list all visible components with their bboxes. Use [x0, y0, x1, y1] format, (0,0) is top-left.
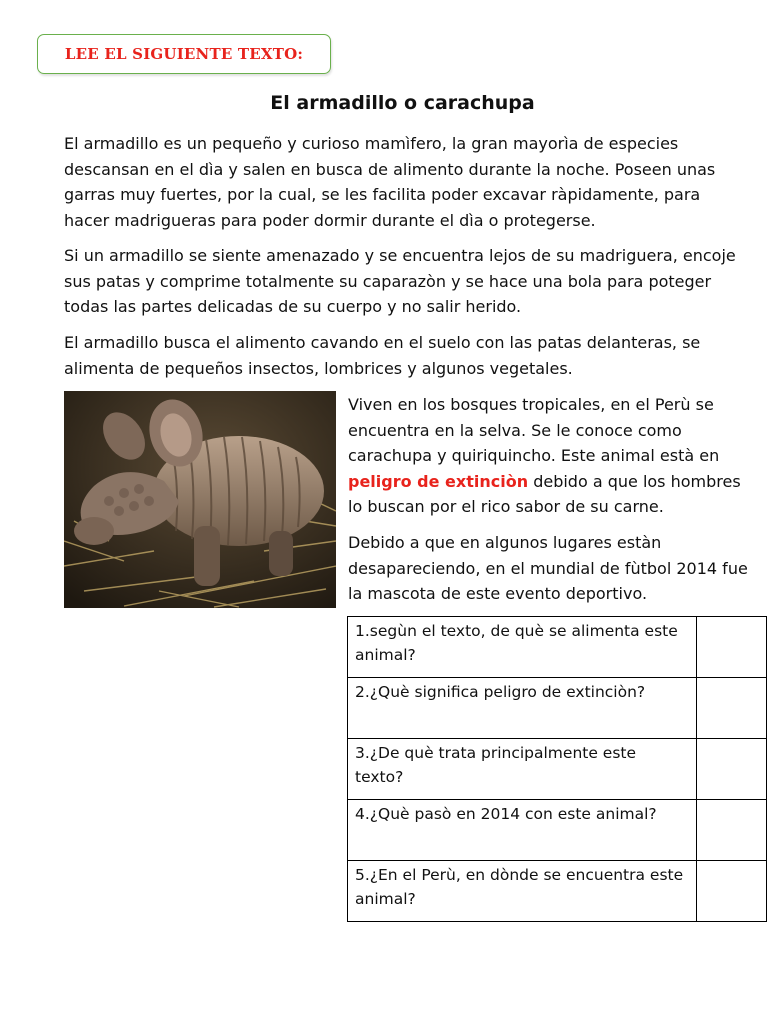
- question-row: [348, 739, 767, 800]
- question-text: 4.¿Què pasò en 2014 con este animal?: [348, 800, 697, 861]
- armadillo-photo: [64, 391, 336, 608]
- question-row: [348, 678, 767, 739]
- instruction-label: LEE EL SIGUIENTE TEXTO:: [64, 45, 304, 63]
- extinction-highlight: peligro de extinciòn: [348, 471, 529, 491]
- answer-cell[interactable]: [697, 617, 767, 678]
- paragraph-food: El armadillo busca el alimento cavando en el suelo con las patas delanteras, se alimenta de pequeños insectos, lombrices y algunos vegetales.: [64, 333, 701, 378]
- question-row: [348, 861, 767, 922]
- document-title: El armadillo o carachupa: [270, 92, 535, 114]
- answer-cell[interactable]: [697, 800, 767, 861]
- habitat-text: Viven en los bosques tropicales, en el Perù se encuentra en la selva. Se le conoce como carachupa y quiriquincho. Este animal està en: [348, 395, 720, 465]
- paragraph-intro: El armadillo es un pequeño y curioso mamìfero, la gran mayorìa de especies descansan en el dìa y salen en busca de alimento durante la noche. Poseen unas garras muy fuertes, por la cual, se les facilita poder excavar ràpidamente, para hacer madrigueras para poder dormir durante el dìa o protegerse.: [64, 134, 716, 230]
- question-row: [348, 617, 767, 678]
- question-text: 2.¿Què significa peligro de extinciòn?: [348, 678, 697, 739]
- question-text: 3.¿De què trata principalmente este texto?: [348, 739, 697, 800]
- questions-table: [347, 616, 767, 922]
- habitat-text-end: debido a que los hombres lo buscan por el rico sabor de su carne.: [348, 471, 741, 516]
- question-text: 5.¿En el Perù, en dònde se encuentra este animal?: [348, 861, 697, 922]
- question-row: [348, 800, 767, 861]
- paragraph-habitat: [348, 392, 748, 520]
- answer-cell[interactable]: [697, 678, 767, 739]
- instruction-banner: [37, 34, 331, 74]
- question-text: 1.segùn el texto, de què se alimenta este animal?: [348, 617, 697, 678]
- answer-cell[interactable]: [697, 739, 767, 800]
- paragraph-defense: Si un armadillo se siente amenazado y se encuentra lejos de su madriguera, encoje sus patas y comprime totalmente su caparazòn y se hace una bola para poteger todas las partes delicadas de su cuerpo y no salir herido.: [64, 246, 736, 316]
- paragraph-mascot: Debido a que en algunos lugares estàn desapareciendo, en el mundial de fùtbol 2014 fue la mascota de este evento deportivo.: [348, 533, 748, 603]
- answer-cell[interactable]: [697, 861, 767, 922]
